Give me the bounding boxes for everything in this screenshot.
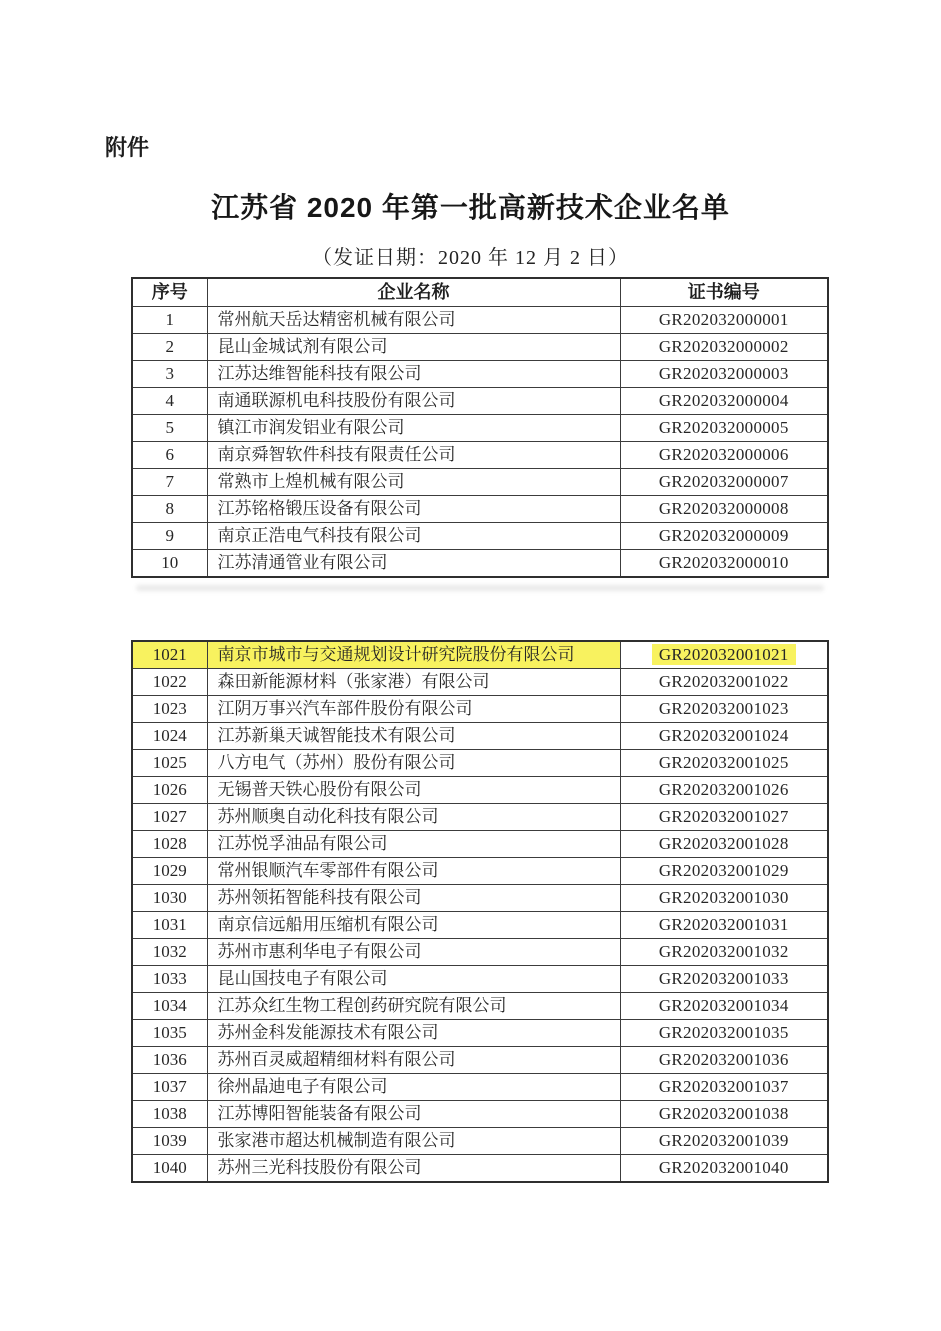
table-row bbox=[132, 307, 828, 334]
table-row bbox=[132, 550, 828, 578]
cell-company-name: 苏州顺奥自动化科技有限公司 bbox=[207, 804, 620, 831]
cell-seq: 1036 bbox=[132, 1047, 207, 1074]
cell-certificate-number: GR202032001039 bbox=[620, 1128, 828, 1155]
cell-seq: 1 bbox=[132, 307, 207, 334]
cell-certificate-number: GR202032001023 bbox=[620, 696, 828, 723]
cell-company-name: 江苏博阳智能装备有限公司 bbox=[207, 1101, 620, 1128]
cell-seq: 1034 bbox=[132, 993, 207, 1020]
cell-certificate-number: GR202032000005 bbox=[620, 415, 828, 442]
cell-company-name: 徐州晶迪电子有限公司 bbox=[207, 1074, 620, 1101]
cell-company-name: 森田新能源材料（张家港）有限公司 bbox=[207, 669, 620, 696]
highlighted-certificate-number: GR202032001021 bbox=[652, 644, 796, 665]
cell-certificate-number: GR202032001026 bbox=[620, 777, 828, 804]
cell-certificate-number: GR202032000009 bbox=[620, 523, 828, 550]
cell-certificate-number: GR202032001027 bbox=[620, 804, 828, 831]
cell-seq: 1039 bbox=[132, 1128, 207, 1155]
cell-certificate-number: GR202032001024 bbox=[620, 723, 828, 750]
cell-company-name: 常熟市上煌机械有限公司 bbox=[207, 469, 620, 496]
cell-company-name: 无锡普天铁心股份有限公司 bbox=[207, 777, 620, 804]
cell-company-name: 江苏众红生物工程创药研究院有限公司 bbox=[207, 993, 620, 1020]
cell-company-name: 镇江市润发铝业有限公司 bbox=[207, 415, 620, 442]
cell-company-name: 苏州金科发能源技术有限公司 bbox=[207, 1020, 620, 1047]
cell-seq: 3 bbox=[132, 361, 207, 388]
cell-certificate-number: GR202032001040 bbox=[620, 1155, 828, 1183]
table-row bbox=[132, 804, 828, 831]
table-row bbox=[132, 777, 828, 804]
cell-seq: 5 bbox=[132, 415, 207, 442]
issue-date-subtitle: （发证日期：2020 年 12 月 2 日） bbox=[312, 247, 629, 269]
cell-certificate-number: GR202032001038 bbox=[620, 1101, 828, 1128]
cell-company-name: 江苏清通管业有限公司 bbox=[207, 550, 620, 578]
table-row bbox=[132, 669, 828, 696]
cell-seq: 1027 bbox=[132, 804, 207, 831]
cell-certificate-number: GR202032001030 bbox=[620, 885, 828, 912]
cell-seq: 1024 bbox=[132, 723, 207, 750]
cell-seq: 1035 bbox=[132, 1020, 207, 1047]
cell-seq: 10 bbox=[132, 550, 207, 578]
enterprise-table-first-rows bbox=[131, 277, 829, 578]
cell-certificate-number: GR202032000003 bbox=[620, 361, 828, 388]
table-row bbox=[132, 696, 828, 723]
cell-company-name: 南京市城市与交通规划设计研究院股份有限公司 bbox=[207, 641, 620, 669]
col-header-seq: 序号 bbox=[132, 278, 207, 307]
table-row bbox=[132, 858, 828, 885]
table-row bbox=[132, 750, 828, 777]
table-row bbox=[132, 966, 828, 993]
table-row bbox=[132, 912, 828, 939]
cell-company-name: 张家港市超达机械制造有限公司 bbox=[207, 1128, 620, 1155]
cell-seq: 1038 bbox=[132, 1101, 207, 1128]
cell-certificate-number: GR202032001032 bbox=[620, 939, 828, 966]
cell-company-name: 苏州百灵威超精细材料有限公司 bbox=[207, 1047, 620, 1074]
cell-certificate-number: GR202032000001 bbox=[620, 307, 828, 334]
table-header-row bbox=[132, 278, 828, 307]
enterprise-table-1021-1040 bbox=[131, 640, 829, 1183]
cell-seq: 1030 bbox=[132, 885, 207, 912]
cell-certificate-number: GR202032001031 bbox=[620, 912, 828, 939]
table-row bbox=[132, 1128, 828, 1155]
table-row bbox=[132, 641, 828, 669]
table-row bbox=[132, 1101, 828, 1128]
cell-certificate-number: GR202032001028 bbox=[620, 831, 828, 858]
table-row bbox=[132, 442, 828, 469]
table-row bbox=[132, 939, 828, 966]
cell-company-name: 昆山国技电子有限公司 bbox=[207, 966, 620, 993]
cell-seq: 1023 bbox=[132, 696, 207, 723]
cell-certificate-number: GR202032001034 bbox=[620, 993, 828, 1020]
scan-smudge-artifact bbox=[136, 585, 824, 591]
table-row bbox=[132, 334, 828, 361]
table-row bbox=[132, 469, 828, 496]
cell-seq: 1031 bbox=[132, 912, 207, 939]
cell-seq: 1028 bbox=[132, 831, 207, 858]
cell-seq: 2 bbox=[132, 334, 207, 361]
cell-seq: 1025 bbox=[132, 750, 207, 777]
table-row bbox=[132, 1020, 828, 1047]
cell-certificate-number: GR202032001029 bbox=[620, 858, 828, 885]
table-row bbox=[132, 361, 828, 388]
cell-certificate-number: GR202032001025 bbox=[620, 750, 828, 777]
cell-certificate-number: GR202032001037 bbox=[620, 1074, 828, 1101]
cell-seq: 1033 bbox=[132, 966, 207, 993]
cell-seq: 1040 bbox=[132, 1155, 207, 1183]
cell-seq: 1032 bbox=[132, 939, 207, 966]
cell-certificate-number: GR202032000002 bbox=[620, 334, 828, 361]
table-row bbox=[132, 831, 828, 858]
table-row bbox=[132, 415, 828, 442]
attachment-label: 附件 bbox=[105, 135, 150, 160]
cell-company-name: 江苏新巢天诚智能技术有限公司 bbox=[207, 723, 620, 750]
table-row bbox=[132, 1047, 828, 1074]
cell-company-name: 苏州领拓智能科技有限公司 bbox=[207, 885, 620, 912]
cell-seq: 8 bbox=[132, 496, 207, 523]
cell-certificate-number: GR202032001035 bbox=[620, 1020, 828, 1047]
table-row bbox=[132, 496, 828, 523]
cell-company-name: 常州航天岳达精密机械有限公司 bbox=[207, 307, 620, 334]
cell-company-name: 八方电气（苏州）股份有限公司 bbox=[207, 750, 620, 777]
table-row bbox=[132, 723, 828, 750]
cell-seq: 1021 bbox=[132, 641, 207, 669]
cell-company-name: 苏州三光科技股份有限公司 bbox=[207, 1155, 620, 1183]
cell-company-name: 苏州市惠利华电子有限公司 bbox=[207, 939, 620, 966]
cell-certificate-number: GR202032001036 bbox=[620, 1047, 828, 1074]
col-header-cert: 证书编号 bbox=[620, 278, 828, 307]
cell-company-name: 南通联源机电科技股份有限公司 bbox=[207, 388, 620, 415]
table-row bbox=[132, 1155, 828, 1183]
cell-seq: 9 bbox=[132, 523, 207, 550]
col-header-name: 企业名称 bbox=[207, 278, 620, 307]
table-row bbox=[132, 1074, 828, 1101]
cell-seq: 4 bbox=[132, 388, 207, 415]
cell-certificate-number: GR202032001033 bbox=[620, 966, 828, 993]
cell-seq: 1037 bbox=[132, 1074, 207, 1101]
cell-certificate-number: GR202032000010 bbox=[620, 550, 828, 578]
cell-company-name: 南京信远船用压缩机有限公司 bbox=[207, 912, 620, 939]
cell-certificate-number: GR202032001022 bbox=[620, 669, 828, 696]
cell-company-name: 常州银顺汽车零部件有限公司 bbox=[207, 858, 620, 885]
cell-company-name: 昆山金城试剂有限公司 bbox=[207, 334, 620, 361]
cell-company-name: 江苏铭格锻压设备有限公司 bbox=[207, 496, 620, 523]
cell-company-name: 江阴万事兴汽车部件股份有限公司 bbox=[207, 696, 620, 723]
table-row bbox=[132, 885, 828, 912]
cell-seq: 6 bbox=[132, 442, 207, 469]
cell-certificate-number: GR202032000004 bbox=[620, 388, 828, 415]
cell-certificate-number: GR202032000006 bbox=[620, 442, 828, 469]
cell-seq: 1022 bbox=[132, 669, 207, 696]
table-row bbox=[132, 388, 828, 415]
cell-certificate-number bbox=[620, 641, 828, 669]
cell-seq: 1029 bbox=[132, 858, 207, 885]
cell-company-name: 南京正浩电气科技有限公司 bbox=[207, 523, 620, 550]
cell-company-name: 南京舜智软件科技有限责任公司 bbox=[207, 442, 620, 469]
table-row bbox=[132, 993, 828, 1020]
cell-seq: 1026 bbox=[132, 777, 207, 804]
cell-company-name: 江苏悦孚油品有限公司 bbox=[207, 831, 620, 858]
cell-certificate-number: GR202032000008 bbox=[620, 496, 828, 523]
table-row bbox=[132, 523, 828, 550]
cell-company-name: 江苏达维智能科技有限公司 bbox=[207, 361, 620, 388]
cell-seq: 7 bbox=[132, 469, 207, 496]
cell-certificate-number: GR202032000007 bbox=[620, 469, 828, 496]
page-title: 江苏省 2020 年第一批高新技术企业名单 bbox=[211, 192, 730, 223]
